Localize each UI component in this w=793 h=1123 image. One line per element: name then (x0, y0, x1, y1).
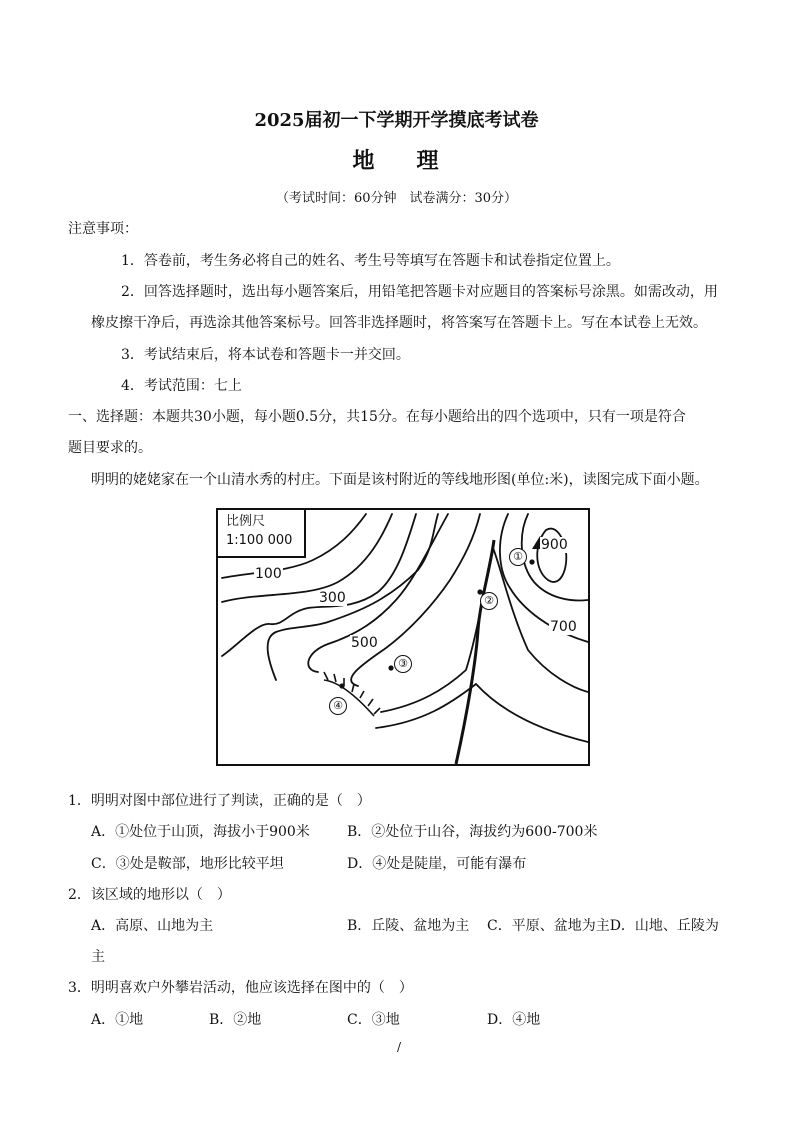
question-3: 3．明明喜欢户外攀岩活动，他应该选择在图中的（ ） (68, 980, 413, 996)
section-heading-line-2: 题目要求的。 (68, 440, 152, 456)
point-3-dot (388, 665, 393, 670)
exam-info: （考试时间：60分钟 试卷满分：30分） (275, 191, 518, 206)
note-item-3: 3．考试结束后，将本试卷和答题卡一并交回。 (121, 347, 410, 363)
scale-value: 1:100 000 (226, 533, 293, 548)
note-item-4: 4．考试范围：七上 (121, 378, 242, 394)
question-3-option-c: C．③地 (347, 1012, 400, 1028)
note-item-2-line-2: 橡皮擦干净后，再选涂其他答案标号。回答非选择题时，将答案写在答题卡上。写在本试卷上无效。 (91, 315, 707, 331)
section-heading-line-1: 一、选择题：本题共30小题，每小题0.5分，共15分。在每小题给出的四个选项中，只有一项是符合 (68, 409, 686, 425)
question-1: 1．明明对图中部位进行了判读，正确的是（ ） (68, 793, 371, 809)
notes-heading: 注意事项： (68, 221, 138, 237)
point-3-label: ③ (394, 655, 412, 673)
question-3-option-a: A．①地 (91, 1012, 144, 1028)
contour-800 (522, 514, 588, 600)
scale-box (218, 510, 306, 558)
point-1-dot (529, 559, 534, 564)
point-4-label: ④ (329, 697, 347, 715)
scale-title: 比例尺 (226, 514, 266, 529)
peak-label: 900 (541, 537, 568, 553)
exam-title: 2025届初一下学期开学摸底考试卷 (254, 110, 539, 131)
note-item-2-line-1: 2．回答选择题时，选出每小题答案后，用铅笔把答题卡对应题目的答案标号涂黑。如需改动，用 (121, 284, 718, 300)
contour-label-300: 300 (319, 590, 346, 606)
subject-title (0, 144, 793, 175)
point-4-dot (339, 683, 344, 688)
subject-char-2: 理 (416, 148, 441, 174)
question-1-option-a: A．①处位于山顶，海拔小于900米 (91, 824, 310, 840)
valley-contour-outer (376, 684, 588, 742)
question-2: 2．该区域的地形以（ ） (68, 887, 231, 903)
contour-label-500: 500 (351, 635, 378, 651)
contour-label-700: 700 (550, 619, 577, 635)
subject-char-1: 地 (352, 148, 377, 174)
page-mark: / (397, 1040, 402, 1054)
river (456, 540, 494, 764)
point-2-label: ② (480, 592, 498, 610)
question-1-option-d: D．④处是陡崖，可能有瀑布 (347, 856, 527, 872)
question-1-option-b: B．②处位于山谷，海拔约为600-700米 (347, 824, 598, 840)
question-2-option-d-continued: 主 (91, 949, 105, 965)
point-1-label: ① (509, 548, 527, 566)
question-intro: 明明的姥姥家在一个山清水秀的村庄。下面是该村附近的等线地形图(单位:米)，读图完成下面小题。 (91, 472, 709, 488)
question-2-option-b: B．丘陵、盆地为主 (347, 918, 470, 934)
contour-label-100: 100 (255, 566, 282, 582)
note-item-1: 1．答卷前，考生务必将自己的姓名、考生号等填写在答题卡和试卷指定位置上。 (121, 253, 620, 269)
question-2-option-c-d: C．平原、盆地为主D．山地、丘陵为 (487, 918, 719, 934)
contour-600 (351, 514, 480, 686)
question-3-option-b: B．②地 (209, 1012, 262, 1028)
question-1-option-c: C．③处是鞍部，地形比较平坦 (91, 856, 284, 872)
question-3-option-d: D．④地 (487, 1012, 541, 1028)
contour-map (216, 508, 590, 766)
question-2-option-a: A．高原、山地为主 (91, 918, 214, 934)
